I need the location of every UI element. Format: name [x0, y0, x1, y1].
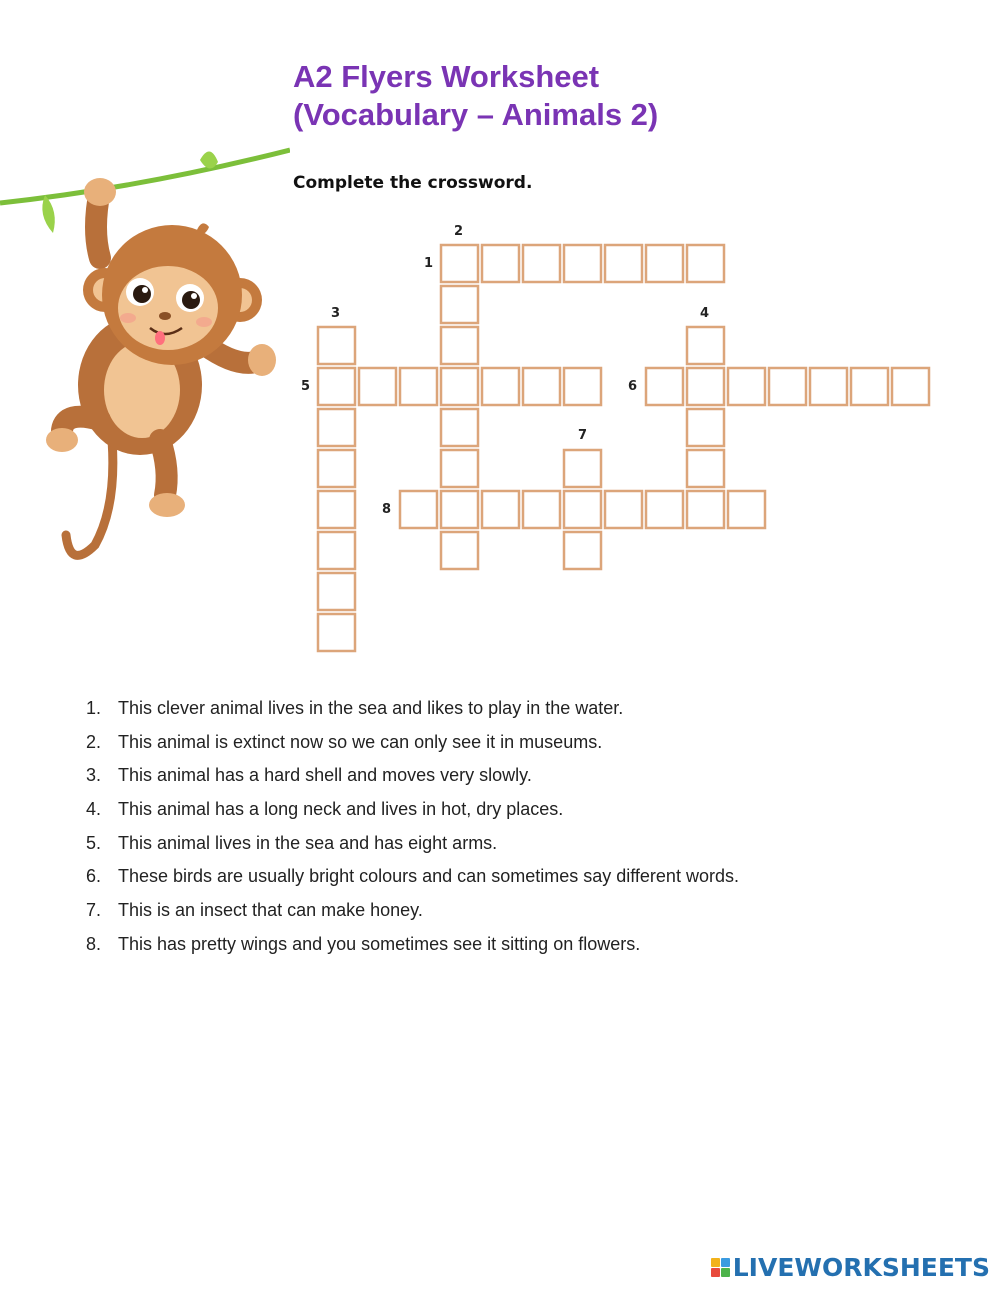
crossword-cell[interactable] [564, 532, 601, 569]
crossword-cell[interactable] [318, 532, 355, 569]
clue-num: 2. [86, 731, 102, 752]
clue-number-4: 4 [700, 306, 710, 321]
instruction-text: Complete the crossword. [293, 173, 533, 193]
crossword-cell[interactable] [441, 450, 478, 487]
crossword-cell[interactable] [359, 368, 396, 405]
crossword-cell[interactable] [564, 368, 601, 405]
crossword-cell[interactable] [441, 245, 478, 282]
title-line-2: (Vocabulary – Animals 2) [293, 97, 659, 132]
monkey-illustration [0, 140, 290, 570]
crossword-cell[interactable] [400, 491, 437, 528]
crossword-cell[interactable] [318, 573, 355, 610]
clue-text: This animal has a hard shell and moves very slowly. [118, 765, 532, 786]
clue-item [86, 696, 739, 730]
liveworksheets-logo [711, 1253, 990, 1282]
crossword-cell[interactable] [687, 450, 724, 487]
crossword-cell[interactable] [687, 327, 724, 364]
crossword-cell[interactable] [400, 368, 437, 405]
crossword-cell[interactable] [482, 245, 519, 282]
clue-item [86, 763, 739, 797]
crossword-cell[interactable] [605, 491, 642, 528]
title-line-1: A2 Flyers Worksheet [293, 59, 600, 94]
clue-item [86, 831, 739, 865]
crossword-cell[interactable] [564, 491, 601, 528]
clue-num: 6. [86, 866, 102, 887]
logo-blocks-icon [711, 1258, 730, 1277]
clue-number-7: 7 [578, 428, 588, 443]
crossword-cell[interactable] [810, 368, 847, 405]
clue-num: 5. [86, 832, 102, 853]
crossword-cell[interactable] [318, 491, 355, 528]
crossword-cell[interactable] [687, 491, 724, 528]
crossword-cell[interactable] [769, 368, 806, 405]
clue-num: 7. [86, 900, 102, 921]
clue-text: This is an insect that can make honey. [118, 900, 423, 921]
crossword-cell[interactable] [441, 532, 478, 569]
crossword-cell[interactable] [482, 491, 519, 528]
crossword-cell[interactable] [318, 614, 355, 651]
crossword-cell[interactable] [523, 245, 560, 282]
clue-text: These birds are usually bright colours and can sometimes say different words. [118, 866, 739, 887]
clue-number-2: 2 [454, 224, 464, 239]
clue-number-8: 8 [382, 502, 392, 517]
crossword-cell[interactable] [646, 245, 683, 282]
crossword-cell[interactable] [318, 368, 355, 405]
crossword-cell[interactable] [646, 368, 683, 405]
clue-num: 3. [86, 765, 102, 786]
crossword-cell[interactable] [318, 409, 355, 446]
crossword-cell[interactable] [441, 491, 478, 528]
crossword-cell[interactable] [851, 368, 888, 405]
clue-text: This animal has a long neck and lives in hot, dry places. [118, 799, 564, 820]
clue-number-3: 3 [331, 306, 341, 321]
crossword-cell[interactable] [441, 327, 478, 364]
clue-num: 4. [86, 799, 102, 820]
clue-num: 1. [86, 698, 102, 718]
clue-item [86, 898, 739, 932]
clue-item [86, 932, 739, 966]
worksheet-title [293, 58, 658, 134]
crossword-cell[interactable] [441, 368, 478, 405]
crossword-cell[interactable] [564, 450, 601, 487]
clue-item [86, 730, 739, 764]
crossword-cell[interactable] [728, 368, 765, 405]
crossword-cell[interactable] [441, 409, 478, 446]
crossword-cell[interactable] [892, 368, 929, 405]
clue-item [86, 797, 739, 831]
clue-num: 8. [86, 933, 102, 954]
crossword-cell[interactable] [318, 327, 355, 364]
clue-number-6: 6 [628, 379, 638, 394]
clue-list [86, 696, 739, 966]
crossword-cell[interactable] [687, 409, 724, 446]
crossword-cell[interactable] [687, 245, 724, 282]
clue-text: This animal lives in the sea and has eight arms. [118, 832, 498, 853]
clue-item [86, 864, 739, 898]
crossword-cell[interactable] [564, 245, 601, 282]
crossword-cell[interactable] [687, 368, 724, 405]
crossword-cell[interactable] [441, 286, 478, 323]
brand-name: LIVEWORKSHEETS [732, 1253, 990, 1282]
crossword-cell[interactable] [728, 491, 765, 528]
crossword-cell[interactable] [605, 245, 642, 282]
crossword-cell[interactable] [318, 450, 355, 487]
crossword-cell[interactable] [646, 491, 683, 528]
clue-number-1: 1 [424, 256, 434, 271]
clue-number-5: 5 [301, 379, 311, 394]
crossword-cell[interactable] [482, 368, 519, 405]
clue-text: This has pretty wings and you sometimes see it sitting on flowers. [118, 933, 641, 954]
clue-text: This animal is extinct now so we can only see it in museums. [118, 731, 603, 752]
clue-text: This clever animal lives in the sea and likes to play in the water. [118, 698, 624, 718]
crossword-cell[interactable] [523, 491, 560, 528]
crossword-cell[interactable] [523, 368, 560, 405]
